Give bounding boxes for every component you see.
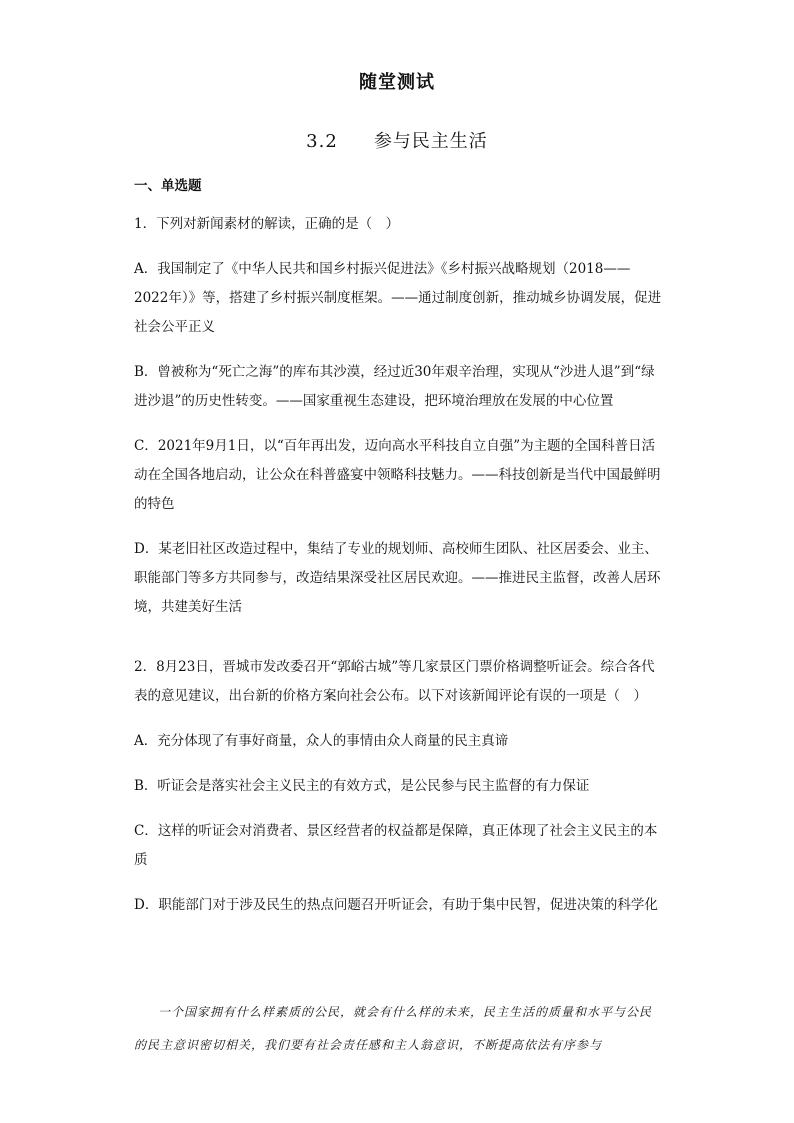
question-stem: 2．8月23日，晋城市发改委召开“郭峪古城”等几家景区门票价格调整听证会。综合各代表的意见建议，出台新的价格方案向社会公布。以下对该新闻评论有误的一项是（ ） (134, 659, 655, 704)
question-stem: 1．下列对新闻素材的解读，正确的是（ ） (134, 216, 400, 232)
question-1 (134, 210, 662, 622)
lesson-title (0, 127, 794, 153)
option-a: A．我国制定了《中华人民共和国乡村振兴促进法》《乡村振兴战略规划（2018——2022年）》等，搭建了乡村振兴制度框架。——通过制度创新，推动城乡协调发展，促进社会公平正义 (134, 261, 662, 335)
option-b: B．听证会是落实社会主义民主的有效方式，是公民参与民主监督的有力保证 (134, 778, 590, 794)
section-heading: 一、单选题 (134, 178, 202, 194)
question-2 (134, 653, 662, 920)
option-d: D．某老旧社区改造过程中，集结了专业的规划师、高校师生团队、社区居委会、业主、职能部门等多方共同参与，改造结果深受社区居民欢迎。——推进民主监督，改善人居环境，共建美好生活 (134, 541, 661, 615)
lesson-number: 3.2 (306, 131, 338, 152)
option-a: A．充分体现了有事好商量，众人的事情由众人商量的民主真谛 (134, 733, 509, 749)
page-title: 随堂测试 (359, 72, 435, 93)
option-d: D．职能部门对于涉及民生的热点问题召开听证会，有助于集中民智，促进决策的科学化 (134, 897, 658, 913)
reading-passage: 一个国家拥有什么样素质的公民，就会有什么样的未来，民主生活的质量和水平与公民的民主意识密切相关，我们要有社会责任感和主人翁意识，不断提高依法有序参与 (134, 1005, 653, 1052)
option-c: C．这样的听证会对消费者、景区经营者的权益都是保障，真正体现了社会主义民主的本质 (134, 823, 658, 868)
lesson-name: 参与民主生活 (373, 131, 488, 152)
option-b: B．曾被称为“死亡之海”的库布其沙漠，经过近30年艰辛治理，实现从“沙进人退”到“绿进沙退”的历史性转变。——国家重视生态建设，把环境治理放在发展的中心位置 (134, 364, 655, 409)
option-c: C．2021年9月1日，以“百年再出发，迈向高水平科技自立自强”为主题的全国科普日活动在全国各地启动，让公众在科普盛宴中领略科技魅力。——科技创新是当代中国最鲜明的特色 (134, 438, 661, 512)
